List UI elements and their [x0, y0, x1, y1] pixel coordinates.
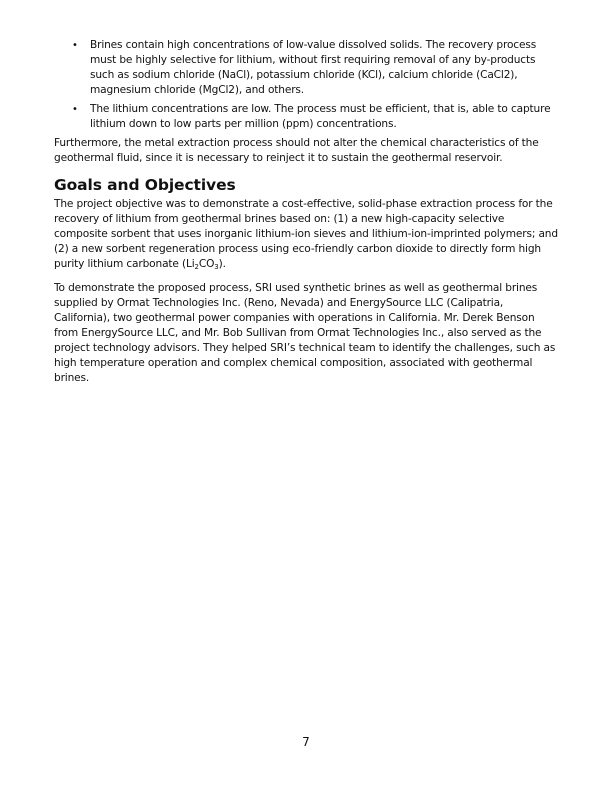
list-item-text: Brines contain high concentrations of low-value dissolved solids. The recovery process must be highly selective for lithium, without first requiring removal of any by-products such as sodium chloride (NaCl), potassium chloride (KCl), calcium chloride (CaCl2), magnesium chloride (MgCl2), and others.	[90, 39, 537, 96]
formula-end: ).	[218, 258, 226, 270]
bullet-icon: •	[72, 104, 78, 115]
formula-text: CO	[198, 258, 215, 270]
page-number: 7	[302, 735, 310, 749]
formula-subscript: 2	[194, 263, 199, 271]
bullet-icon: •	[72, 40, 78, 51]
formula-subscript: 3	[214, 263, 219, 271]
paragraph-furthermore: Furthermore, the metal extraction process should not alter the chemical characteristics of the geothermal fluid, since it is necessary to reinject it to sustain the geothermal reservoir.	[54, 137, 539, 164]
document-page	[54, 38, 559, 394]
requirements-list	[54, 38, 559, 132]
list-item	[54, 102, 559, 132]
section-heading: Goals and Objectives	[54, 176, 236, 194]
objective-text: The project objective was to demonstrate a cost-effective, solid-phase extraction process for the recovery of lithium from geothermal brines based on: (1) a new high-capacity selective composite sorbent that uses inorganic lithium-ion sieves and lithium-ion-imprinted polymers; and (2) a new sorbent regeneration process using eco-friendly carbon dioxide to directly form high purity lithium carbonate (Li	[54, 198, 558, 270]
paragraph-objective	[54, 197, 559, 273]
paragraph-demonstrate: To demonstrate the proposed process, SRI used synthetic brines as well as geothermal brines supplied by Ormat Technologies Inc. (Reno, Nevada) and EnergySource LLC (Calipatria, California), two geothermal power companies with operations in California. Mr. Derek Benson from EnergySource LLC, and Mr. Bob Sullivan from Ormat Technologies Inc., also served as the project technology advisors. They helped SRI’s technical team to identify the challenges, such as high temperature operation and complex chemical composition, associated with geothermal brines.	[54, 282, 556, 384]
list-item-text: The lithium concentrations are low. The process must be efficient, that is, able to capture lithium down to low parts per million (ppm) concentrations.	[90, 103, 551, 130]
list-item	[54, 38, 559, 98]
